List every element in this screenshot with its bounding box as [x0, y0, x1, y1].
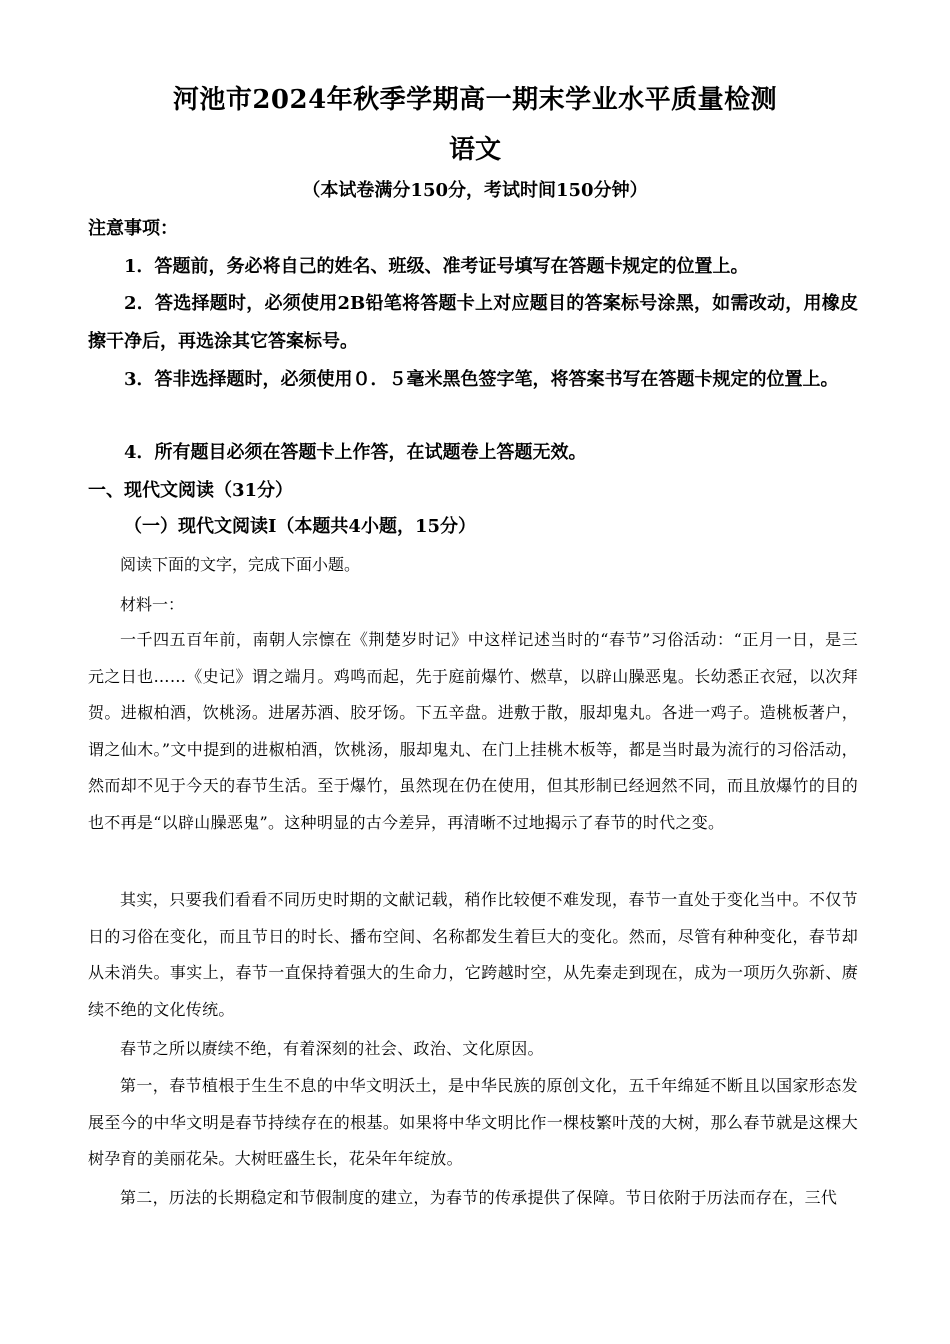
subsection-heading: （一）现代文阅读Ⅰ（本题共4小题，15分）	[124, 516, 476, 537]
note-item: 3．答非选择题时，必须使用０．５毫米黑色签字笔，将答案书写在答题卡规定的位置上。	[124, 369, 839, 390]
paragraph: 第一，春节植根于生生不息的中华文明沃土，是中华民族的原创文化，五千年绵延不断且以国家形态发展至今的中华文明是春节持续存在的根基。如果将中华文明比作一棵枝繁叶茂的大树，那么春节就是这棵大树孕育的美丽花朵。大树旺盛生长，花朵年年绽放。	[88, 1076, 858, 1168]
page-title: 河池市2024年秋季学期高一期末学业水平质量检测	[172, 85, 778, 115]
subject-title: 语文	[448, 135, 501, 165]
note-item: 2．答选择题时，必须使用2B铅笔将答题卡上对应题目的答案标号涂黑，如需改动，用橡皮擦干净后，再选涂其它答案标号。	[88, 293, 858, 352]
note-item: 4．所有题目必须在答题卡上作答，在试题卷上答题无效。	[124, 442, 587, 463]
paragraph: 一千四五百年前，南朝人宗懔在《荆楚岁时记》中这样记述当时的“春节”习俗活动：“正月一日，是三元之日也……《史记》谓之端月。鸡鸣而起，先于庭前爆竹、燃草，以辟山臊恶鬼。长幼悉正衣冠，以次拜贺。进椒柏酒，饮桃汤。进屠苏酒、胶牙饧。下五辛盘。进敷于散，服却鬼丸。各进一鸡子。造桃板著户，谓之仙木。”文中提到的进椒柏酒，饮桃汤，服却鬼丸、在门上挂桃木板等，都是当时最为流行的习俗活动，然而却不见于今天的春节生活。至于爆竹，虽然现在仍在使用，但其形制已经迥然不同，而且放爆竹的目的也不再是“以辟山臊恶鬼”。这种明显的古今差异，再清晰不过地揭示了春节的时代之变。	[88, 630, 858, 832]
reading-instruction: 阅读下面的文字，完成下面小题。	[120, 555, 361, 574]
section-heading: 一、现代文阅读（31分）	[88, 480, 294, 501]
material-label: 材料一：	[120, 595, 185, 614]
exam-info: （本试卷满分150分，考试时间150分钟）	[302, 180, 648, 201]
paragraph: 春节之所以赓续不绝，有着深刻的社会、政治、文化原因。	[120, 1039, 544, 1058]
notes-heading: 注意事项：	[88, 218, 178, 239]
paragraph: 其实，只要我们看看不同历史时期的文献记载，稍作比较便不难发现，春节一直处于变化当中。不仅节日的习俗在变化，而且节日的时长、播布空间、名称都发生着巨大的变化。然而，尽管有种种变化，春节却从未消失。事实上，春节一直保持着强大的生命力，它跨越时空，从先秦走到现在，成为一项历久弥新、赓续不绝的文化传统。	[88, 890, 858, 1019]
note-item: 1．答题前，务必将自己的姓名、班级、准考证号填写在答题卡规定的位置上。	[124, 256, 749, 277]
paragraph: 第二，历法的长期稳定和节假制度的建立，为春节的传承提供了保障。节日依附于历法而存在，三代	[120, 1188, 838, 1207]
